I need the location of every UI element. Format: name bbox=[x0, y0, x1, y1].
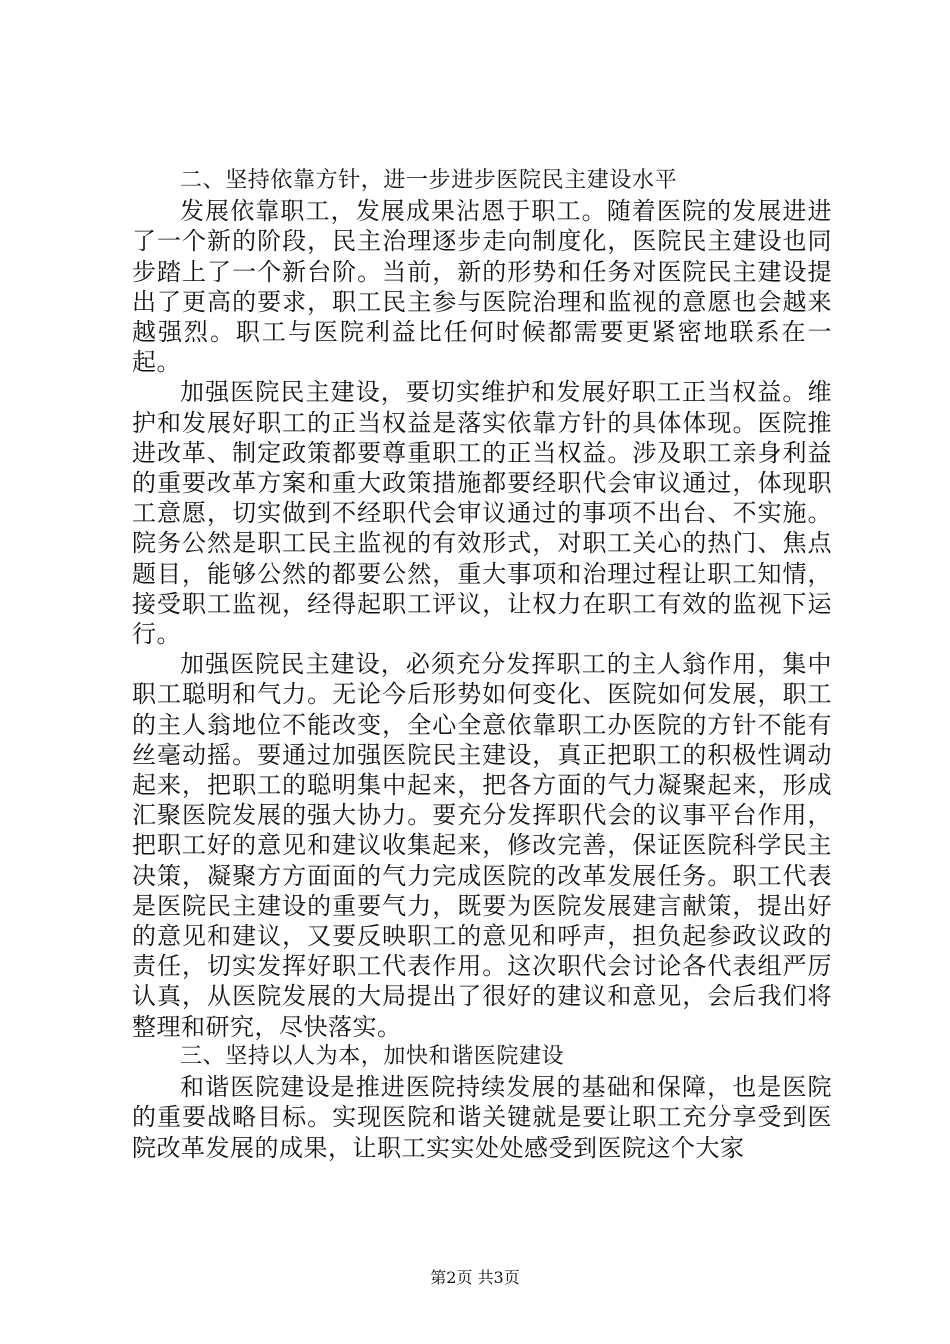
body-paragraph: 发展依靠职工，发展成果沾恩于职工。随着医院的发展进进了一个新的阶段，民主治理逐步走向制度化，医院民主建设也同步踏上了一个新台阶。当前，新的形势和任务对医院民主建设提出了更高的要求，职工民主参与医院治理和监视的意愿也会越来越强烈。职工与医院利益比任何时候都需要更紧密地联系在一起。 bbox=[132, 197, 832, 377]
section-heading-three: 三、坚持以人为本，加快和谐医院建设 bbox=[180, 1043, 565, 1069]
document-body bbox=[132, 166, 832, 1163]
section-heading-two: 二、坚持依靠方针，进一步进步医院民主建设水平 bbox=[180, 168, 678, 193]
body-paragraph: 加强医院民主建设，必须充分发挥职工的主人翁作用，集中职工聪明和气力。无论今后形势如何变化、医院如何发展，职工的主人翁地位不能改变，全心全意依靠职工办医院的方针不能有丝毫动摇。要通过加强医院民主建设，真正把职工的积极性调动起来，把职工的聪明集中起来，把各方面的气力凝聚起来，形成汇聚医院发展的强大协力。要充分发挥职代会的议事平台作用，把职工好的意见和建议收集起来，修改完善，保证医院科学民主决策，凝聚方方面面的气力完成医院的改革发展任务。职工代表是医院民主建设的重要气力，既要为医院发展建言献策，提出好的意见和建议，又要反映职工的意见和呼声，担负起参政议政的责任，切实发挥好职工代表作用。这次职代会讨论各代表组严厉认真，从医院发展的大局提出了很好的建议和意见，会后我们将整理和研究，尽快落实。 bbox=[132, 650, 832, 1041]
page-number-footer: 第2页 共3页 bbox=[430, 1268, 520, 1287]
body-paragraph: 加强医院民主建设，要切实维护和发展好职工正当权益。维护和发展好职工的正当权益是落实依靠方针的具体体现。医院推进改革、制定政策都要尊重职工的正当权益。涉及职工亲身利益的重要改革方案和重大政策措施都要经职代会审议通过，体现职工意愿，切实做到不经职代会审议通过的事项不出台、不实施。院务公然是职工民主监视的有效形式，对职工关心的热门、焦点题目，能够公然的都要公然，重大事项和治理过程让职工知情，接受职工监视，经得起职工评议，让权力在职工有效的监视下运行。 bbox=[132, 378, 832, 649]
body-paragraph: 和谐医院建设是推进医院持续发展的基础和保障，也是医院的重要战略目标。实现医院和谐关键就是要让职工充分享受到医院改革发展的成果，让职工实实处处感受到医院这个大家 bbox=[132, 1073, 832, 1162]
